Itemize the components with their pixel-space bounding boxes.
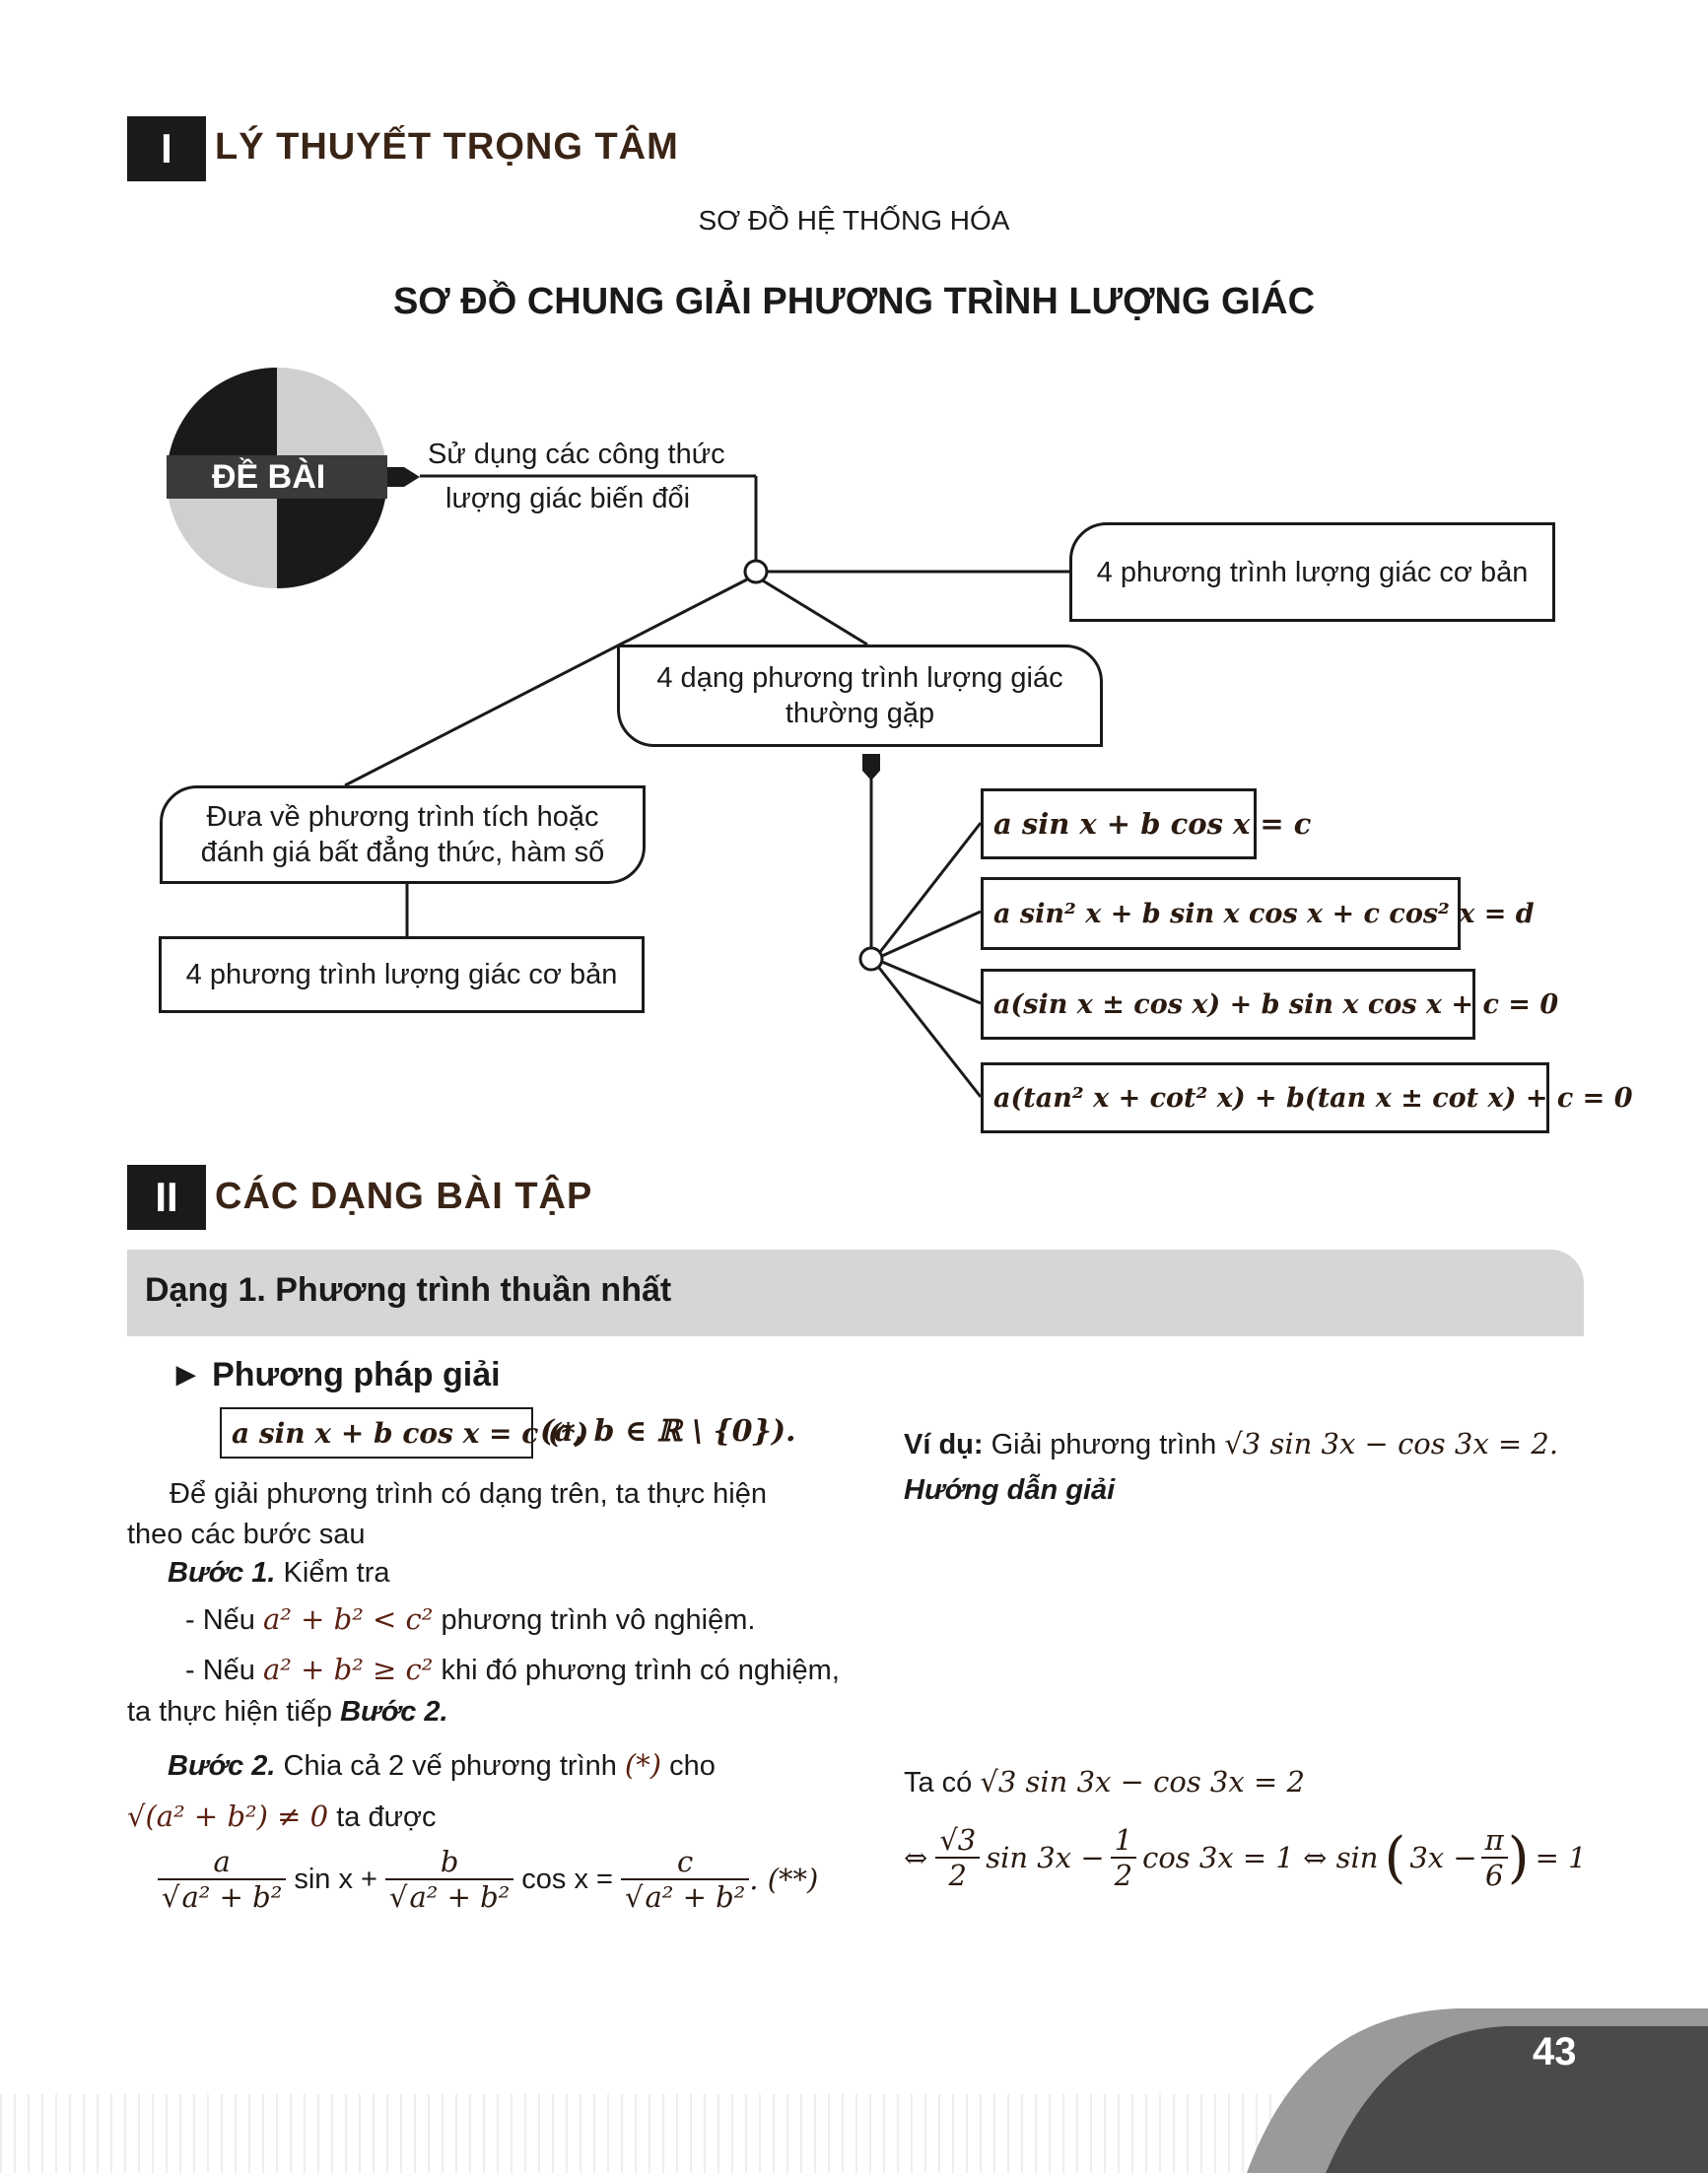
page-subtitle: SƠ ĐỒ HỆ THỐNG HÓA bbox=[698, 205, 1010, 236]
step2-star: (*) bbox=[624, 1748, 662, 1782]
section2-number: II bbox=[127, 1165, 206, 1230]
sol-inner: 3x − bbox=[1409, 1841, 1477, 1874]
ta-co-line bbox=[904, 1761, 1305, 1803]
cond2-math: a² + b² ≥ c² bbox=[262, 1653, 434, 1686]
sol-one: 1 bbox=[1111, 1823, 1136, 1859]
main-equation: a sin x + b cos x = c (*) bbox=[220, 1407, 533, 1459]
step1-line bbox=[168, 1552, 390, 1594]
footer-decoration bbox=[0, 2001, 1708, 2173]
section2-title: CÁC DẠNG BÀI TẬP bbox=[215, 1176, 593, 1217]
hint-heading: Hướng dẫn giải bbox=[904, 1474, 1116, 1506]
intro-line2: theo các bước sau bbox=[127, 1519, 366, 1550]
step2-line2-math: √(a² + b²) ≠ 0 bbox=[127, 1800, 329, 1833]
cond2-prefix: - Nếu bbox=[185, 1655, 263, 1686]
section-title: LÝ THUYẾT TRỌNG TÂM bbox=[215, 126, 679, 168]
forms-node bbox=[617, 645, 1103, 747]
dang1-banner bbox=[127, 1250, 1584, 1336]
transform-line2: lượng giác biến đổi bbox=[445, 483, 691, 514]
sol-two: 2 bbox=[948, 1859, 967, 1892]
method-heading: ► Phương pháp giải bbox=[170, 1356, 501, 1393]
step2-line2 bbox=[127, 1796, 437, 1838]
cond2-suffix: khi đó phương trình có nghiệm, bbox=[433, 1655, 840, 1686]
eq2-sin: sin x + bbox=[294, 1863, 377, 1895]
ta-co-eq: √3 sin 3x − cos 3x = 2 bbox=[980, 1765, 1305, 1799]
step1-label: Bước 1. bbox=[168, 1557, 276, 1589]
example-eq: √3 sin 3x − cos 3x = 2. bbox=[1224, 1427, 1559, 1460]
eq2-den-3: a² + b² bbox=[645, 1880, 746, 1914]
cond1-prefix: - Nếu bbox=[185, 1604, 263, 1636]
step2-cho: cho bbox=[661, 1750, 716, 1782]
sol-r3: √3 bbox=[935, 1823, 980, 1859]
eq2-den-1: a² + b² bbox=[181, 1880, 283, 1914]
cond2-line2 bbox=[127, 1691, 448, 1732]
formula-2: a sin² x + b sin x cos x + c cos² x = d bbox=[981, 877, 1461, 950]
basic-bottom-node bbox=[159, 936, 645, 1013]
product-line1: Đưa về phương trình tích hoặc bbox=[206, 801, 599, 833]
ta-co: Ta có bbox=[904, 1767, 981, 1799]
transform-line1: Sử dụng các công thức bbox=[428, 439, 725, 470]
cond2-line2-text: ta thực hiện tiếp bbox=[127, 1696, 341, 1728]
forms-line2: thường gặp bbox=[785, 698, 935, 729]
diagram-title: SƠ ĐỒ CHUNG GIẢI PHƯƠNG TRÌNH LƯỢNG GIÁC bbox=[392, 281, 1316, 322]
sol-two-2: 2 bbox=[1114, 1859, 1133, 1892]
intro-line1: Để giải phương trình có dạng trên, ta thực hiện bbox=[170, 1478, 767, 1510]
product-line2: đánh giá bất đẳng thức, hàm số bbox=[200, 837, 605, 868]
step2-line bbox=[168, 1744, 716, 1787]
example-line bbox=[904, 1423, 1558, 1465]
dang1-title: Dạng 1. Phương trình thuần nhất bbox=[145, 1271, 672, 1309]
section-number: I bbox=[127, 116, 206, 181]
basic-top-node bbox=[1069, 522, 1555, 622]
sol-sin3x: sin 3x − bbox=[986, 1841, 1105, 1874]
eq2-tag: . (**) bbox=[749, 1863, 819, 1896]
cond1-line bbox=[185, 1598, 755, 1641]
start-label: ĐỀ BÀI bbox=[212, 458, 326, 496]
solution-line: ⇔ $\frac{√3}{2}$ sin 3x − $\frac{1}{2}$ cos 3x = 1 ⇔ sin ( 3x − $\frac{\pi}{6}$ ) = 1 bbox=[904, 1823, 1587, 1892]
formula-3: a(sin x ± cos x) + b sin x cos x + c = 0 bbox=[981, 969, 1475, 1040]
eq2-den-2: a² + b² bbox=[409, 1880, 511, 1914]
forms-line1: 4 dạng phương trình lượng giác bbox=[656, 662, 1063, 694]
step2-text: Chia cả 2 vế phương trình bbox=[275, 1750, 625, 1782]
equation-2: $\frac{a}{\text{√a² + b²}}$ sin x + $\frac{b}{\text{√a² + b²}}$ cos x = $\frac{c}{\text{√a² + b²}}$ . (**) bbox=[158, 1845, 818, 1914]
eq2-a: a bbox=[158, 1845, 286, 1880]
cond2-step: Bước 2. bbox=[340, 1696, 448, 1728]
step2-line2-text: ta được bbox=[328, 1801, 437, 1833]
eq2-b: b bbox=[385, 1845, 513, 1880]
domain: (a, b ∈ ℝ \ {0}). bbox=[540, 1414, 796, 1449]
basic-bottom-label: 4 phương trình lượng giác cơ bản bbox=[185, 959, 618, 990]
sol-eq1: = 1 bbox=[1535, 1841, 1587, 1874]
formula-1: a sin x + b cos x = c bbox=[981, 788, 1257, 859]
step2-label: Bước 2. bbox=[168, 1750, 276, 1782]
sol-six: 6 bbox=[1484, 1859, 1504, 1892]
basic-top-label: 4 phương trình lượng giác cơ bản bbox=[1096, 556, 1529, 588]
eq2-c: c bbox=[621, 1845, 749, 1880]
example-text: Giải phương trình bbox=[983, 1429, 1225, 1460]
cond1-suffix: phương trình vô nghiệm. bbox=[433, 1604, 756, 1636]
sol-cos3x: cos 3x = 1 ⇔ sin bbox=[1142, 1841, 1379, 1874]
eq2-cos: cos x = bbox=[521, 1863, 613, 1895]
cond2-line bbox=[185, 1649, 840, 1691]
example-label: Ví dụ: bbox=[904, 1429, 984, 1460]
sol-arrow: ⇔ bbox=[904, 1841, 928, 1874]
step1-text: Kiểm tra bbox=[275, 1557, 390, 1589]
page-number: 43 bbox=[1533, 2030, 1577, 2073]
sol-pi: π bbox=[1481, 1823, 1508, 1859]
formula-4: a(tan² x + cot² x) + b(tan x ± cot x) + c = 0 bbox=[981, 1062, 1549, 1133]
product-node bbox=[160, 785, 646, 884]
cond1-math: a² + b² < c² bbox=[262, 1602, 434, 1636]
